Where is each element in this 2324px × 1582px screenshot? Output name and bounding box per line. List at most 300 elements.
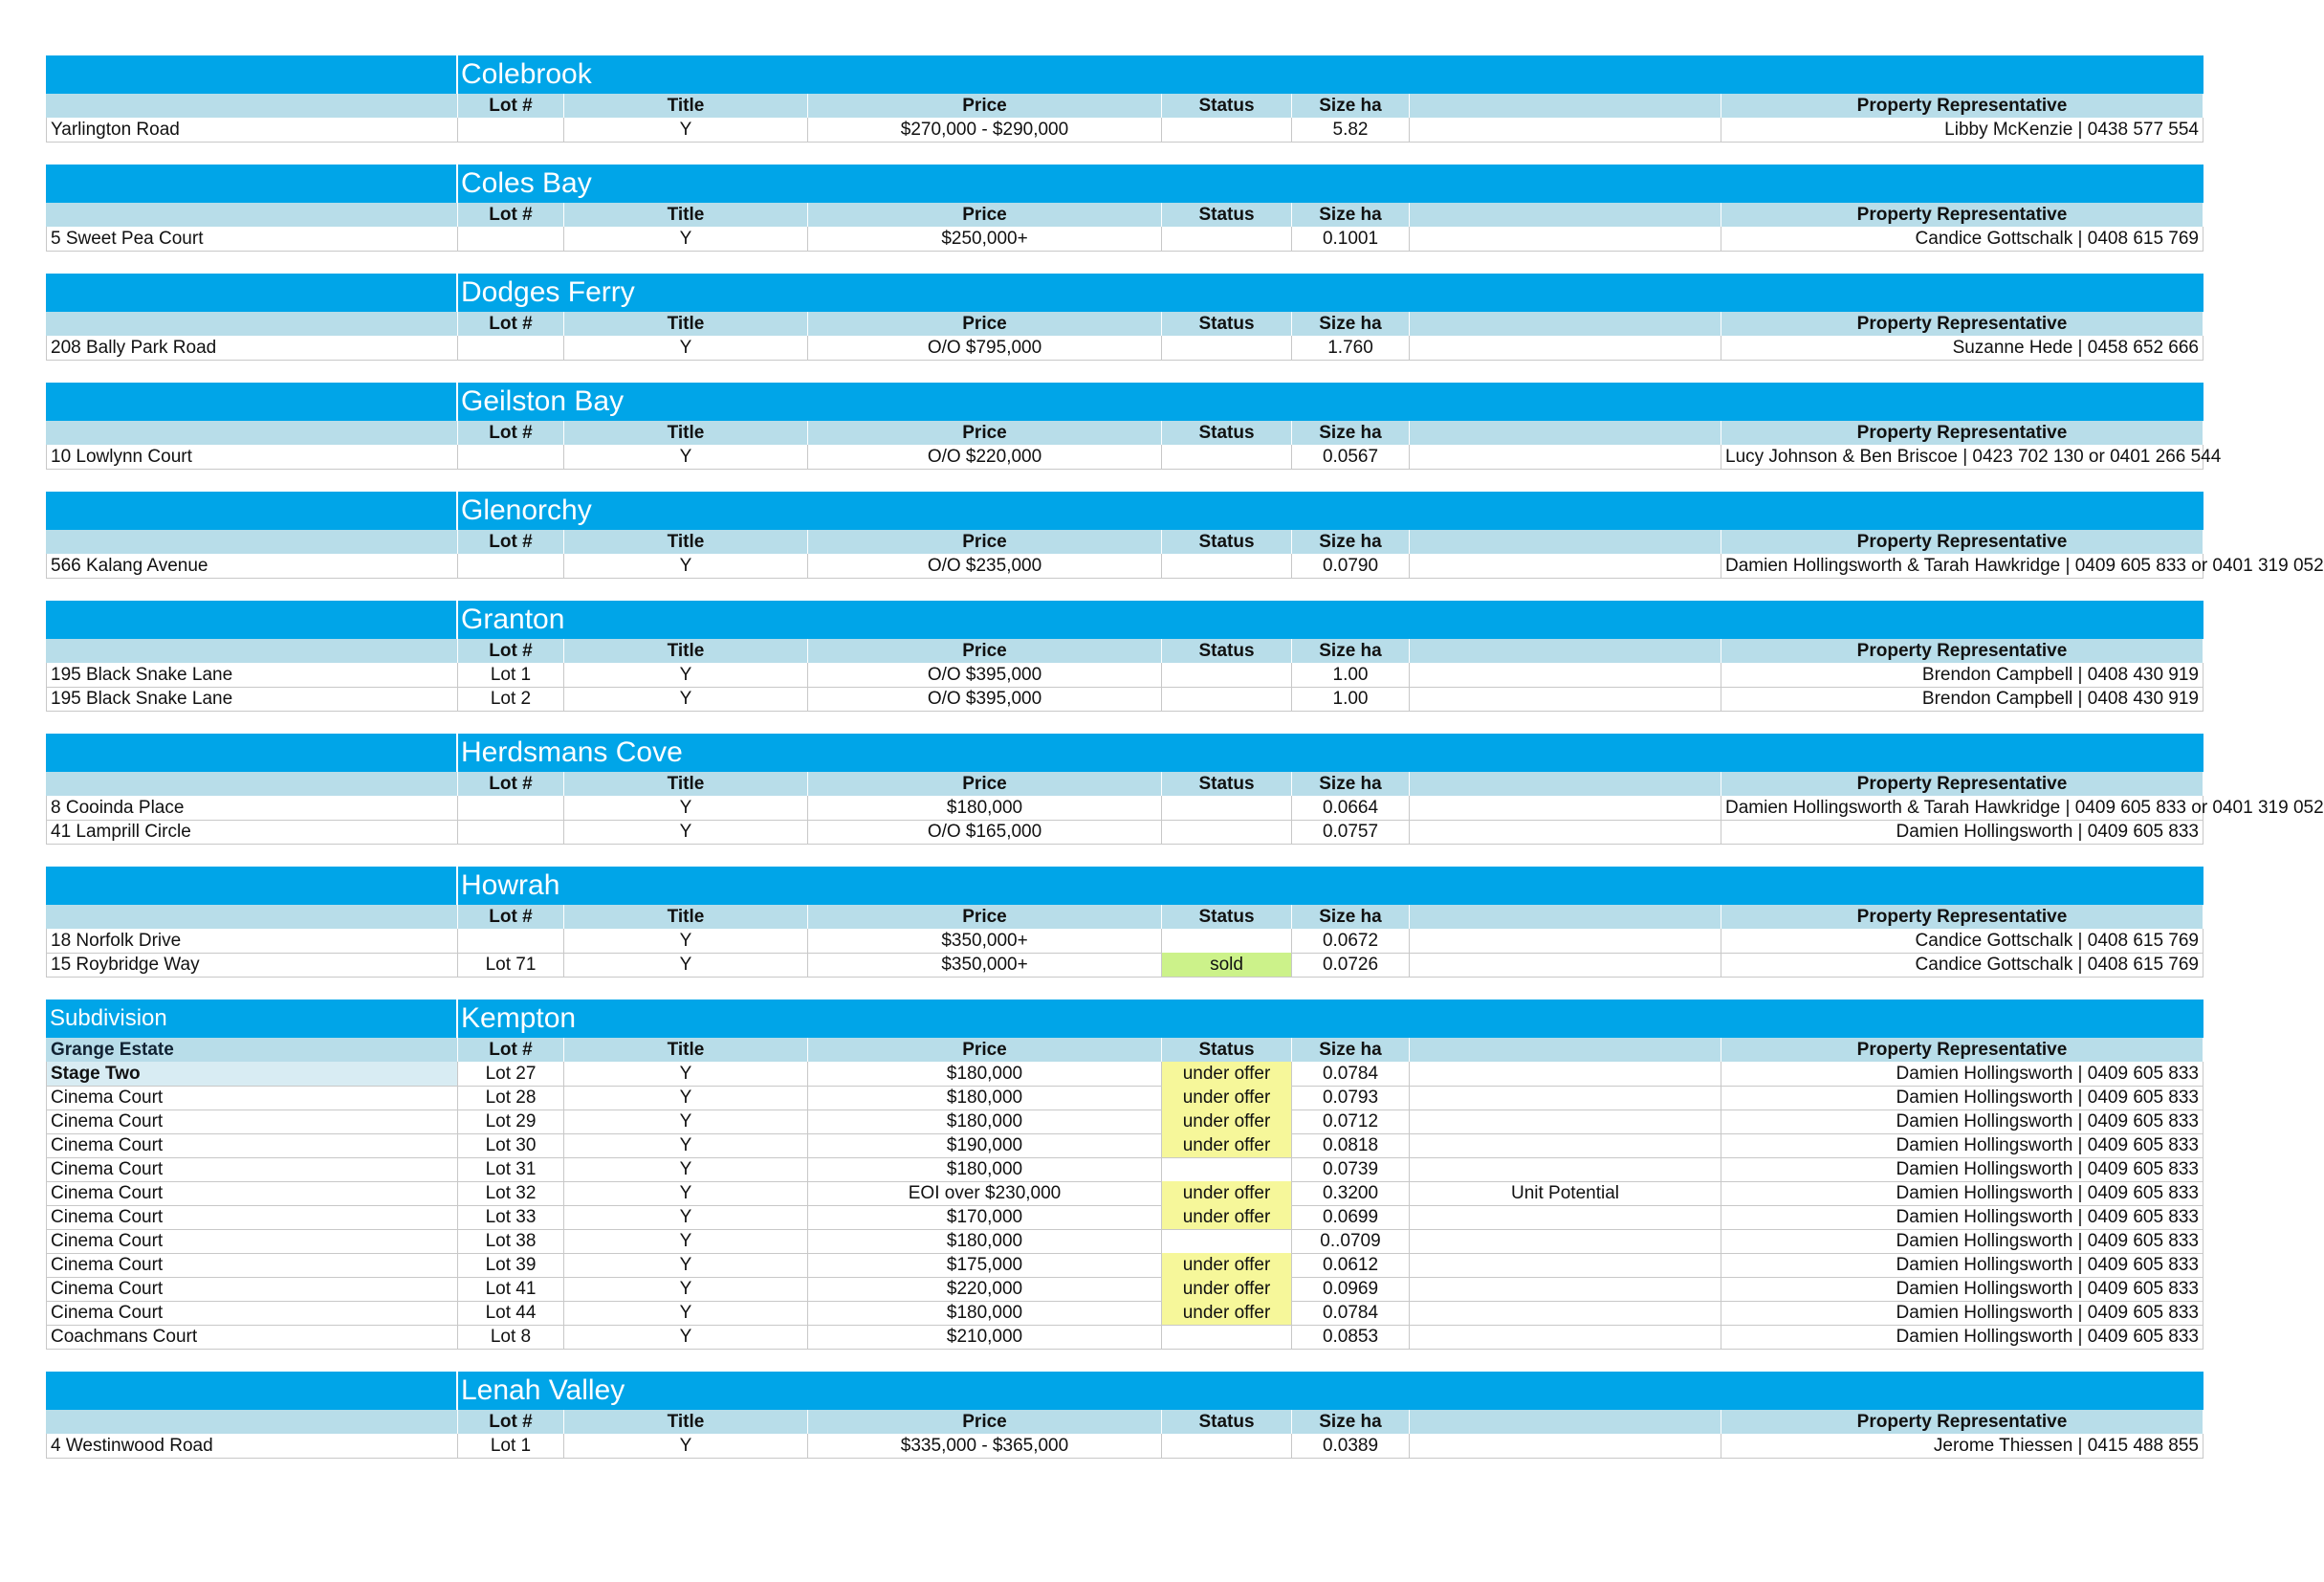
column-header-row (46, 639, 2203, 663)
address-cell: Cinema Court (46, 1181, 458, 1206)
lot-cell (458, 118, 564, 143)
header-rep: Property Representative (1721, 905, 2203, 930)
note-cell (1410, 1205, 1721, 1230)
representative-cell: Candice Gottschalk | 0408 615 769 (1721, 227, 2203, 252)
header-size: Size ha (1292, 639, 1410, 664)
representative-cell: Damien Hollingsworth & Tarah Hawkridge | 0409 605 833 or 0401 319 052 (1721, 796, 2203, 821)
subdivision-label (46, 274, 458, 312)
location-section (46, 383, 2222, 469)
address-cell: 15 Roybridge Way (46, 953, 458, 978)
header-status: Status (1162, 421, 1292, 446)
column-header-row (46, 203, 2203, 227)
listing-row[interactable] (46, 554, 2324, 578)
header-size: Size ha (1292, 203, 1410, 228)
status-cell (1162, 1157, 1292, 1182)
location-banner (46, 165, 2203, 203)
location-banner (46, 383, 2203, 421)
location-title: Herdsmans Cove (461, 736, 683, 768)
size-cell: 0.0664 (1292, 796, 1410, 821)
title-cell: Y (564, 663, 808, 688)
header-price: Price (808, 312, 1162, 337)
header-price: Price (808, 905, 1162, 930)
status-cell: under offer (1162, 1181, 1292, 1206)
header-first-cell (46, 639, 458, 664)
price-cell: O/O $220,000 (808, 445, 1162, 470)
subdivision-label: Subdivision (46, 1000, 458, 1038)
header-rep: Property Representative (1721, 639, 2203, 664)
note-cell (1410, 554, 1721, 579)
subdivision-label (46, 165, 458, 203)
header-blank (1410, 905, 1721, 930)
note-cell (1410, 445, 1721, 470)
header-first-cell (46, 530, 458, 555)
column-header-row (46, 1038, 2203, 1062)
header-size: Size ha (1292, 1038, 1410, 1063)
note-cell: Unit Potential (1410, 1181, 1721, 1206)
representative-cell: Lucy Johnson & Ben Briscoe | 0423 702 130 or 0401 266 544 (1721, 445, 2203, 470)
title-cell: Y (564, 1157, 808, 1182)
header-rep: Property Representative (1721, 530, 2203, 555)
header-rep: Property Representative (1721, 312, 2203, 337)
location-section (46, 1000, 2203, 1349)
header-price: Price (808, 94, 1162, 119)
representative-cell: Damien Hollingsworth | 0409 605 833 (1721, 1229, 2203, 1254)
status-cell: under offer (1162, 1110, 1292, 1134)
price-cell: O/O $395,000 (808, 663, 1162, 688)
note-cell (1410, 336, 1721, 361)
price-cell: EOI over $230,000 (808, 1181, 1162, 1206)
header-lot: Lot # (458, 203, 564, 228)
header-rep: Property Representative (1721, 203, 2203, 228)
subdivision-label (46, 601, 458, 639)
note-cell (1410, 929, 1721, 954)
note-cell (1410, 1229, 1721, 1254)
listing-row[interactable] (46, 953, 2203, 977)
header-first-cell (46, 772, 458, 797)
price-cell: $250,000+ (808, 227, 1162, 252)
note-cell (1410, 1301, 1721, 1326)
lot-cell (458, 554, 564, 579)
note-cell (1410, 1062, 1721, 1087)
note-cell (1410, 1110, 1721, 1134)
size-cell: 0.0793 (1292, 1086, 1410, 1110)
subdivision-label (46, 55, 458, 94)
header-price: Price (808, 772, 1162, 797)
header-title: Title (564, 421, 808, 446)
lot-cell: Lot 30 (458, 1133, 564, 1158)
listing-row[interactable] (46, 820, 2203, 844)
listing-row[interactable] (46, 1434, 2203, 1458)
size-cell: 0.0818 (1292, 1133, 1410, 1158)
address-cell: 41 Lamprill Circle (46, 820, 458, 845)
title-cell: Y (564, 1086, 808, 1110)
size-cell: 1.760 (1292, 336, 1410, 361)
representative-cell: Brendon Campbell | 0408 430 919 (1721, 663, 2203, 688)
location-section (46, 165, 2203, 251)
header-status: Status (1162, 312, 1292, 337)
lot-cell: Lot 31 (458, 1157, 564, 1182)
location-banner (46, 1000, 2203, 1038)
status-cell: under offer (1162, 1301, 1292, 1326)
header-blank (1410, 530, 1721, 555)
price-cell: $180,000 (808, 1157, 1162, 1182)
title-cell: Y (564, 1434, 808, 1459)
status-cell (1162, 796, 1292, 821)
representative-cell: Damien Hollingsworth | 0409 605 833 (1721, 1086, 2203, 1110)
status-cell (1162, 1229, 1292, 1254)
status-cell (1162, 554, 1292, 579)
location-section (46, 734, 2324, 844)
address-cell: 5 Sweet Pea Court (46, 227, 458, 252)
lot-cell: Lot 28 (458, 1086, 564, 1110)
header-blank (1410, 203, 1721, 228)
listing-row[interactable] (46, 1133, 2203, 1157)
listing-row[interactable] (46, 1181, 2203, 1205)
representative-cell: Damien Hollingsworth | 0409 605 833 (1721, 1062, 2203, 1087)
listing-row[interactable] (46, 1062, 2203, 1086)
header-title: Title (564, 639, 808, 664)
header-status: Status (1162, 639, 1292, 664)
listing-row[interactable] (46, 1253, 2203, 1277)
lot-cell: Lot 44 (458, 1301, 564, 1326)
price-cell: O/O $165,000 (808, 820, 1162, 845)
address-cell: Cinema Court (46, 1133, 458, 1158)
header-title: Title (564, 1038, 808, 1063)
title-cell: Y (564, 796, 808, 821)
status-cell: under offer (1162, 1133, 1292, 1158)
lot-cell: Lot 27 (458, 1062, 564, 1087)
header-rep: Property Representative (1721, 1410, 2203, 1435)
header-first-cell (46, 421, 458, 446)
size-cell: 0.0726 (1292, 953, 1410, 978)
status-cell (1162, 929, 1292, 954)
column-header-row (46, 1410, 2203, 1434)
address-cell: 195 Black Snake Lane (46, 687, 458, 712)
size-cell: 0.1001 (1292, 227, 1410, 252)
location-section (46, 867, 2203, 977)
lot-cell: Lot 1 (458, 1434, 564, 1459)
header-lot: Lot # (458, 1410, 564, 1435)
address-cell: Cinema Court (46, 1229, 458, 1254)
header-rep: Property Representative (1721, 421, 2203, 446)
representative-cell: Damien Hollingsworth | 0409 605 833 (1721, 1253, 2203, 1278)
location-section (46, 55, 2203, 142)
address-cell: 566 Kalang Avenue (46, 554, 458, 579)
note-cell (1410, 1434, 1721, 1459)
header-size: Size ha (1292, 421, 1410, 446)
location-section (46, 601, 2203, 711)
price-cell: $190,000 (808, 1133, 1162, 1158)
size-cell: 0..0709 (1292, 1229, 1410, 1254)
header-price: Price (808, 1410, 1162, 1435)
header-price: Price (808, 1038, 1162, 1063)
header-status: Status (1162, 1410, 1292, 1435)
address-cell: 10 Lowlynn Court (46, 445, 458, 470)
address-cell: Yarlington Road (46, 118, 458, 143)
size-cell: 1.00 (1292, 687, 1410, 712)
location-banner (46, 601, 2203, 639)
listing-row[interactable] (46, 1301, 2203, 1325)
location-title: Kempton (461, 1002, 577, 1034)
size-cell: 0.0784 (1292, 1062, 1410, 1087)
representative-cell: Damien Hollingsworth | 0409 605 833 (1721, 1325, 2203, 1350)
header-blank (1410, 1038, 1721, 1063)
header-first-cell (46, 94, 458, 119)
price-cell: $180,000 (808, 1229, 1162, 1254)
location-section (46, 274, 2203, 360)
header-lot: Lot # (458, 94, 564, 119)
size-cell: 0.0739 (1292, 1157, 1410, 1182)
header-size: Size ha (1292, 94, 1410, 119)
header-first-cell (46, 203, 458, 228)
address-cell: Cinema Court (46, 1205, 458, 1230)
representative-cell: Damien Hollingsworth | 0409 605 833 (1721, 1181, 2203, 1206)
representative-cell: Damien Hollingsworth | 0409 605 833 (1721, 1133, 2203, 1158)
price-cell: $180,000 (808, 1062, 1162, 1087)
title-cell: Y (564, 820, 808, 845)
lot-cell: Lot 1 (458, 663, 564, 688)
address-cell: Cinema Court (46, 1253, 458, 1278)
size-cell: 0.0612 (1292, 1253, 1410, 1278)
address-cell: Cinema Court (46, 1157, 458, 1182)
price-cell: O/O $235,000 (808, 554, 1162, 579)
header-first-cell (46, 905, 458, 930)
lot-cell: Lot 2 (458, 687, 564, 712)
title-cell: Y (564, 1205, 808, 1230)
location-banner (46, 1372, 2203, 1410)
column-header-row (46, 94, 2203, 118)
listing-row[interactable] (46, 227, 2203, 251)
address-cell: 4 Westinwood Road (46, 1434, 458, 1459)
header-title: Title (564, 1410, 808, 1435)
size-cell: 5.82 (1292, 118, 1410, 143)
address-cell: Cinema Court (46, 1110, 458, 1134)
price-cell: $270,000 - $290,000 (808, 118, 1162, 143)
address-cell: Cinema Court (46, 1086, 458, 1110)
header-price: Price (808, 203, 1162, 228)
header-title: Title (564, 905, 808, 930)
listing-row[interactable] (46, 118, 2203, 142)
status-cell: under offer (1162, 1205, 1292, 1230)
header-status: Status (1162, 530, 1292, 555)
column-header-row (46, 905, 2203, 929)
listing-row[interactable] (46, 1325, 2203, 1349)
header-first-cell: Grange Estate (46, 1038, 458, 1063)
header-blank (1410, 94, 1721, 119)
representative-cell: Candice Gottschalk | 0408 615 769 (1721, 953, 2203, 978)
price-cell: $350,000+ (808, 953, 1162, 978)
representative-cell: Libby McKenzie | 0438 577 554 (1721, 118, 2203, 143)
header-lot: Lot # (458, 639, 564, 664)
title-cell: Y (564, 1062, 808, 1087)
subdivision-label (46, 867, 458, 905)
header-price: Price (808, 530, 1162, 555)
header-status: Status (1162, 1038, 1292, 1063)
location-title: Granton (461, 604, 565, 635)
header-lot: Lot # (458, 1038, 564, 1063)
listing-row[interactable] (46, 1229, 2203, 1253)
listing-row[interactable] (46, 1110, 2203, 1133)
header-lot: Lot # (458, 421, 564, 446)
title-cell: Y (564, 445, 808, 470)
header-size: Size ha (1292, 312, 1410, 337)
price-cell: O/O $795,000 (808, 336, 1162, 361)
price-cell: $180,000 (808, 1086, 1162, 1110)
note-cell (1410, 1086, 1721, 1110)
size-cell: 0.0712 (1292, 1110, 1410, 1134)
location-title: Colebrook (461, 58, 592, 90)
location-title: Howrah (461, 869, 560, 901)
lot-cell: Lot 38 (458, 1229, 564, 1254)
status-cell: sold (1162, 953, 1292, 978)
header-title: Title (564, 312, 808, 337)
subdivision-label (46, 1372, 458, 1410)
note-cell (1410, 227, 1721, 252)
size-cell: 0.0853 (1292, 1325, 1410, 1350)
listing-row[interactable] (46, 1157, 2203, 1181)
status-cell: under offer (1162, 1062, 1292, 1087)
header-status: Status (1162, 94, 1292, 119)
size-cell: 0.0784 (1292, 1301, 1410, 1326)
status-cell: under offer (1162, 1253, 1292, 1278)
title-cell: Y (564, 1229, 808, 1254)
header-title: Title (564, 772, 808, 797)
title-cell: Y (564, 1181, 808, 1206)
note-cell (1410, 663, 1721, 688)
subdivision-label (46, 492, 458, 530)
status-cell (1162, 1434, 1292, 1459)
lot-cell (458, 820, 564, 845)
header-lot: Lot # (458, 312, 564, 337)
title-cell: Y (564, 687, 808, 712)
title-cell: Y (564, 1253, 808, 1278)
size-cell: 0.0790 (1292, 554, 1410, 579)
representative-cell: Jerome Thiessen | 0415 488 855 (1721, 1434, 2203, 1459)
header-title: Title (564, 94, 808, 119)
size-cell: 0.0757 (1292, 820, 1410, 845)
listing-row[interactable] (46, 929, 2203, 953)
subdivision-label (46, 734, 458, 772)
lot-cell (458, 929, 564, 954)
location-banner (46, 734, 2203, 772)
listings-sheet (46, 55, 2324, 1481)
title-cell: Y (564, 1277, 808, 1302)
price-cell: $180,000 (808, 796, 1162, 821)
location-title: Geilston Bay (461, 385, 625, 417)
price-cell: $175,000 (808, 1253, 1162, 1278)
status-cell (1162, 336, 1292, 361)
title-cell: Y (564, 118, 808, 143)
location-banner (46, 274, 2203, 312)
header-rep: Property Representative (1721, 772, 2203, 797)
note-cell (1410, 1277, 1721, 1302)
note-cell (1410, 687, 1721, 712)
lot-cell: Lot 29 (458, 1110, 564, 1134)
title-cell: Y (564, 1301, 808, 1326)
listing-row[interactable] (46, 1277, 2203, 1301)
size-cell: 0.0699 (1292, 1205, 1410, 1230)
address-cell: 208 Bally Park Road (46, 336, 458, 361)
title-cell: Y (564, 929, 808, 954)
lot-cell (458, 796, 564, 821)
listing-row[interactable] (46, 663, 2203, 687)
representative-cell: Damien Hollingsworth | 0409 605 833 (1721, 1110, 2203, 1134)
title-cell: Y (564, 336, 808, 361)
title-cell: Y (564, 1325, 808, 1350)
size-cell: 0.0672 (1292, 929, 1410, 954)
size-cell: 0.0969 (1292, 1277, 1410, 1302)
location-banner (46, 867, 2203, 905)
lot-cell: Lot 71 (458, 953, 564, 978)
lot-cell (458, 445, 564, 470)
location-banner (46, 492, 2203, 530)
location-title: Lenah Valley (461, 1374, 625, 1406)
address-cell: Stage Two (46, 1062, 458, 1087)
listing-row[interactable] (46, 445, 2222, 469)
size-cell: 0.0389 (1292, 1434, 1410, 1459)
status-cell (1162, 663, 1292, 688)
note-cell (1410, 1325, 1721, 1350)
address-cell: Cinema Court (46, 1277, 458, 1302)
note-cell (1410, 820, 1721, 845)
price-cell: $180,000 (808, 1110, 1162, 1134)
size-cell: 0.0567 (1292, 445, 1410, 470)
header-blank (1410, 639, 1721, 664)
price-cell: O/O $395,000 (808, 687, 1162, 712)
lot-cell (458, 336, 564, 361)
listing-row[interactable] (46, 336, 2203, 360)
title-cell: Y (564, 953, 808, 978)
header-first-cell (46, 1410, 458, 1435)
title-cell: Y (564, 1133, 808, 1158)
size-cell: 0.3200 (1292, 1181, 1410, 1206)
address-cell: Coachmans Court (46, 1325, 458, 1350)
listing-row[interactable] (46, 1205, 2203, 1229)
header-size: Size ha (1292, 905, 1410, 930)
header-status: Status (1162, 905, 1292, 930)
size-cell: 1.00 (1292, 663, 1410, 688)
title-cell: Y (564, 1110, 808, 1134)
lot-cell: Lot 32 (458, 1181, 564, 1206)
representative-cell: Damien Hollingsworth | 0409 605 833 (1721, 1301, 2203, 1326)
header-size: Size ha (1292, 772, 1410, 797)
representative-cell: Candice Gottschalk | 0408 615 769 (1721, 929, 2203, 954)
address-cell: 195 Black Snake Lane (46, 663, 458, 688)
representative-cell: Damien Hollingsworth | 0409 605 833 (1721, 1205, 2203, 1230)
price-cell: $170,000 (808, 1205, 1162, 1230)
header-status: Status (1162, 772, 1292, 797)
representative-cell: Damien Hollingsworth | 0409 605 833 (1721, 820, 2203, 845)
note-cell (1410, 118, 1721, 143)
listing-row[interactable] (46, 1086, 2203, 1110)
representative-cell: Brendon Campbell | 0408 430 919 (1721, 687, 2203, 712)
location-title: Coles Bay (461, 167, 592, 199)
subdivision-label (46, 383, 458, 421)
header-rep: Property Representative (1721, 94, 2203, 119)
column-header-row (46, 772, 2203, 796)
header-blank (1410, 421, 1721, 446)
note-cell (1410, 1133, 1721, 1158)
status-cell: under offer (1162, 1086, 1292, 1110)
status-cell (1162, 227, 1292, 252)
listing-row[interactable] (46, 796, 2324, 820)
location-banner (46, 55, 2203, 94)
address-cell: Cinema Court (46, 1301, 458, 1326)
header-blank (1410, 312, 1721, 337)
lot-cell: Lot 39 (458, 1253, 564, 1278)
price-cell: $335,000 - $365,000 (808, 1434, 1162, 1459)
listing-row[interactable] (46, 687, 2203, 711)
